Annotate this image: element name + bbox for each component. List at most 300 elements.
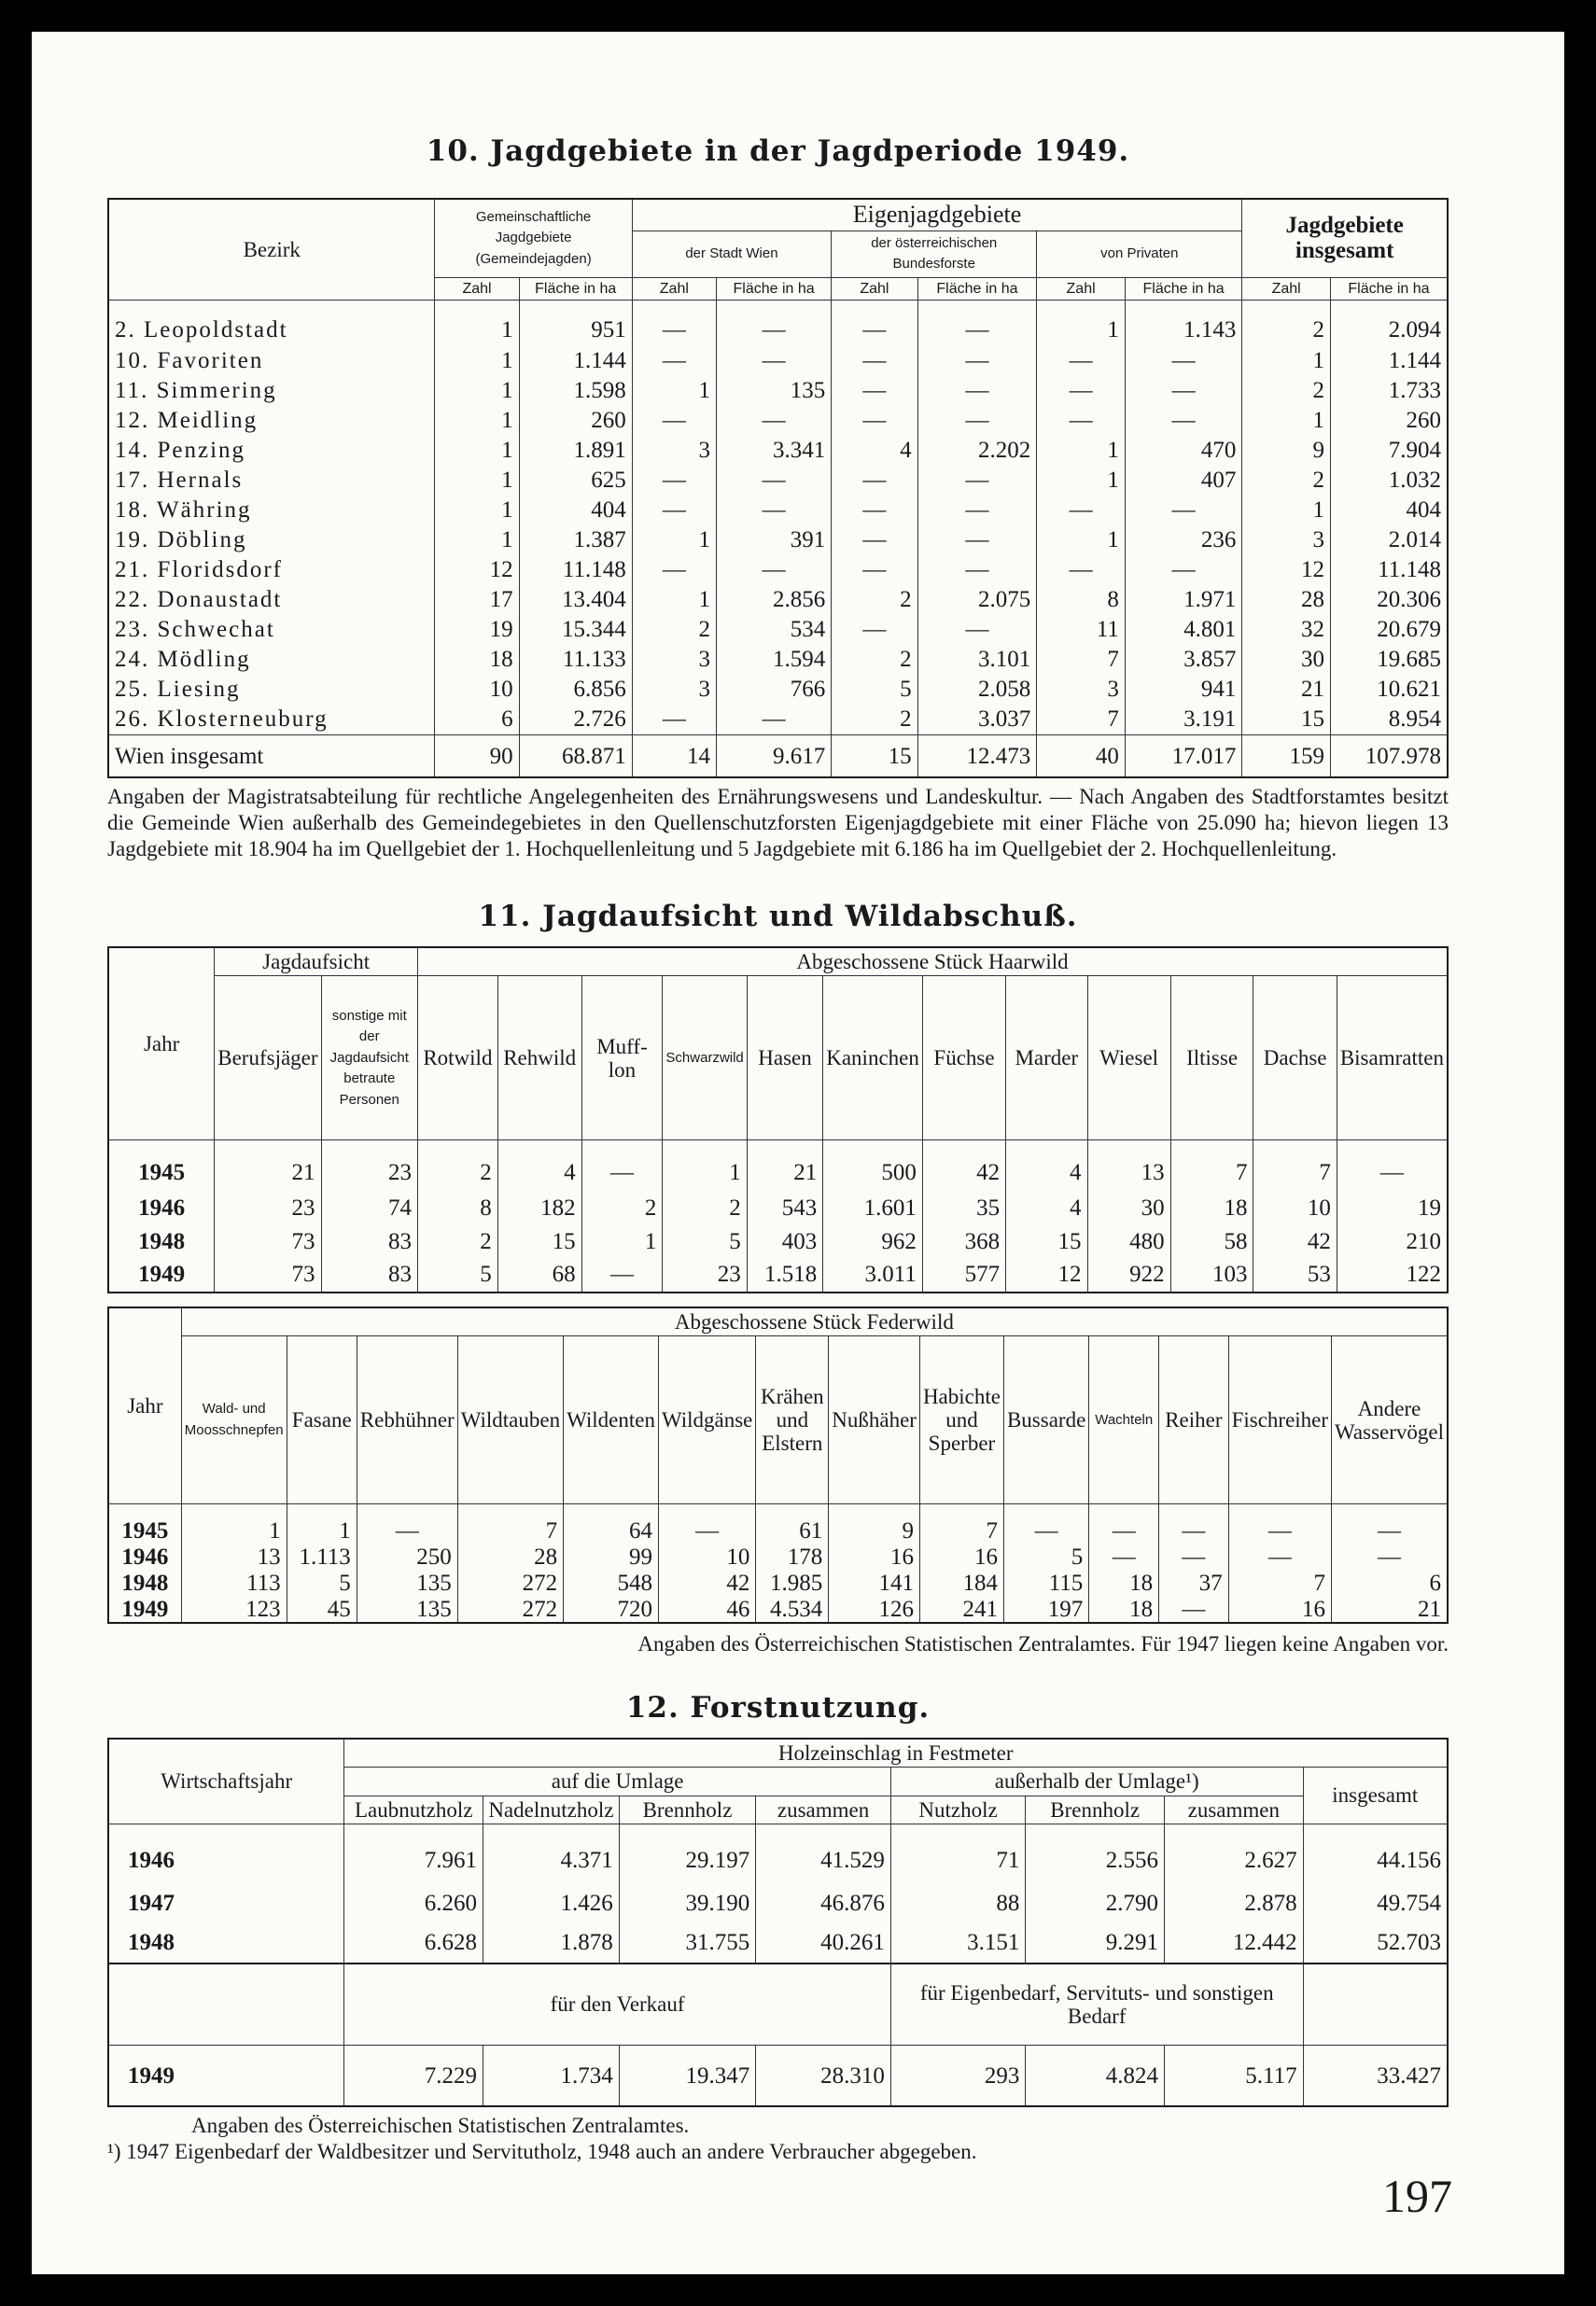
value-cell: 7 [1037,705,1126,735]
value-cell: 2.014 [1330,525,1448,555]
value-cell: 470 [1125,436,1241,466]
value-cell: 1 [181,1504,287,1544]
value-cell: 141 [829,1570,920,1596]
value-cell: 1 [1242,496,1331,525]
table-12-note-source: Angaben des Österreichischen Statistischen Zentralamtes. [191,2114,690,2137]
value-cell: — [1125,346,1241,376]
col-header-brennholz: Brennholz [619,1796,756,1824]
value-cell: — [632,496,716,525]
value-cell: — [1159,1504,1228,1544]
year-cell: 1949 [128,2063,175,2089]
table-row [108,675,1448,705]
col-header-jahr-b: Jahr [108,1307,181,1504]
table-row [108,1884,1448,1923]
table-row [108,615,1448,645]
value-cell: 4 [1006,1192,1087,1225]
value-cell: 19.347 [619,2045,756,2106]
value-cell: 3.151 [890,1923,1026,1964]
value-cell: — [917,376,1037,406]
value-cell: 2 [1242,300,1331,346]
table-10-note: Angaben der Magistratsabteilung für rechtliche Angelegenheiten des Ernährungswesens und Landeskultur. — Nach Angaben des Stadtforstamtes besitzt die Gemeinde Wien außerhalb des Gemeindegebietes in den Quellenschutzforsten Eigenjagdgebiete mit einer Fläche von 25.090 ha; hievon liegen 13 Jagdgebiete mit 18.904 ha im Quellgebiet der 1. Hochquellenleitung und 5 Jagdgebiete mit 6.186 ha im Quellgebiet der 2. Hochquellenleitung. [107,785,1449,860]
value-cell: 1 [1037,300,1126,346]
bezirk-cell: 10. Favoriten [115,348,264,374]
value-cell: — [917,496,1037,525]
total-row [108,734,1448,777]
value-cell: — [632,406,716,436]
value-cell: 15 [497,1224,581,1258]
value-cell: 52.703 [1303,1923,1448,1964]
value-cell: 7.961 [344,1824,483,1883]
document-page [32,32,1564,2274]
value-cell: 2.790 [1026,1884,1165,1923]
value-cell: 625 [519,466,632,496]
value-cell: — [832,300,917,346]
col-header-nutzholz: Nutzholz [890,1796,1026,1824]
value-cell: 1.733 [1330,376,1448,406]
value-cell: 21 [1332,1596,1448,1623]
value-cell: 74 [321,1192,417,1225]
value-cell: 2.075 [917,585,1037,615]
col-header-zahl: Zahl [1242,277,1331,300]
value-cell: 2 [418,1140,498,1192]
value-cell: 210 [1337,1224,1448,1258]
value-cell: 12.442 [1164,1923,1303,1964]
table-row [108,376,1448,406]
value-cell: 1 [435,300,519,346]
col-header-species: Rehwild [497,976,581,1140]
col-header-zusammen-2: zusammen [1164,1796,1303,1824]
page-number: 197 [1382,2170,1452,2222]
value-cell: 29.197 [619,1824,756,1883]
value-cell: — [632,346,716,376]
value-cell: 2 [418,1224,498,1258]
table-row [108,1192,1448,1225]
col-header-species: Wiesel [1087,976,1170,1140]
col-header-laubnutzholz: Laubnutzholz [344,1796,483,1824]
value-cell: 135 [716,376,831,406]
value-cell: — [357,1504,457,1544]
table-row [108,300,1448,346]
col-header-species: Bisamratten [1337,976,1448,1140]
value-cell: 6 [435,705,519,735]
col-header-insgesamt-12: insgesamt [1303,1768,1448,1824]
section-header-row [108,1964,1448,2045]
value-cell: — [832,615,917,645]
value-cell: 53 [1253,1258,1337,1293]
value-cell: — [832,496,917,525]
col-header-species: Hasen [747,976,822,1140]
col-header-nadelnutzholz: Nadelnutzholz [483,1796,620,1824]
value-cell: — [632,555,716,585]
value-cell: 4 [1006,1140,1087,1192]
value-cell: 391 [716,525,831,555]
value-cell: 9 [1242,436,1331,466]
value-cell: 4.534 [756,1596,829,1623]
col-header-haarwild: Abgeschossene Stück Haarwild [418,947,1449,976]
value-cell: 21 [215,1140,321,1192]
value-cell: 20.306 [1330,585,1448,615]
value-cell: — [632,466,716,496]
year-cell: 1948 [121,1570,169,1596]
table-row [108,1923,1448,1964]
value-cell: 197 [1003,1596,1088,1623]
value-cell: 577 [922,1258,1005,1293]
col-header-eigenbedarf: für Eigenbedarf, Servituts- und sonstigen Bedarf [890,1964,1303,2045]
col-header-species: Nußhäher [829,1336,920,1504]
value-cell: 1.734 [483,2045,620,2106]
value-cell: 123 [181,1596,287,1623]
value-cell: 5 [287,1570,357,1596]
value-cell: 1.891 [519,436,632,466]
blank-cell [1303,1964,1448,2045]
value-cell: 58 [1170,1224,1253,1258]
value-cell: 962 [823,1224,923,1258]
value-cell: 1 [581,1224,663,1258]
value-cell: 1 [632,585,716,615]
value-cell: 500 [823,1140,923,1192]
col-header-flaeche: Fläche in ha [1330,277,1448,300]
col-header-bundesforste: der österreichischen Bundesforste [832,231,1037,277]
value-cell: 3.101 [917,645,1037,675]
value-cell: 2.856 [716,585,831,615]
value-cell: 1 [435,496,519,525]
value-cell: 2 [632,615,716,645]
value-cell: — [832,346,917,376]
value-cell: 39.190 [619,1884,756,1923]
col-header-ausserhalb-umlage: außerhalb der Umlage¹) [890,1768,1303,1796]
value-cell: 1 [435,436,519,466]
value-cell: 7 [1170,1140,1253,1192]
value-cell: — [1125,376,1241,406]
value-cell: 3.037 [917,705,1037,735]
value-cell: 4.371 [483,1824,620,1883]
value-cell: 1 [287,1504,357,1544]
col-header-species: Bussarde [1003,1336,1088,1504]
value-cell: 11.133 [519,645,632,675]
value-cell: — [1125,555,1241,585]
value-cell: 115 [1003,1570,1088,1596]
value-cell: 88 [890,1884,1026,1923]
value-cell: 10 [435,675,519,705]
col-header-insgesamt: Jagdgebiete insgesamt [1242,199,1448,277]
value-cell: — [1159,1596,1228,1623]
year-cell: 1948 [138,1228,186,1254]
value-cell: — [1089,1544,1159,1571]
value-cell: 2.094 [1330,300,1448,346]
year-cell: 1946 [138,1195,186,1221]
value-cell: 2.556 [1026,1824,1165,1883]
value-cell: 28.310 [756,2045,891,2106]
value-cell: 126 [829,1596,920,1623]
value-cell: — [1125,406,1241,436]
value-cell: 1.387 [519,525,632,555]
value-cell: 32 [1242,615,1331,645]
col-header-species: Marder [1006,976,1087,1140]
value-cell: 35 [922,1192,1005,1225]
value-cell: 42 [658,1570,755,1596]
value-cell: 31.755 [619,1923,756,1964]
value-cell: — [716,555,831,585]
value-cell: 1.032 [1330,466,1448,496]
col-header-federwild: Abgeschossene Stück Federwild [181,1307,1448,1336]
value-cell: 3.341 [716,436,831,466]
value-cell: 113 [181,1570,287,1596]
value-cell: — [716,406,831,436]
value-cell: 1.518 [747,1258,822,1293]
table-row [108,496,1448,525]
value-cell: — [716,705,831,735]
value-cell: — [1037,346,1126,376]
value-cell: 33.427 [1303,2045,1448,2106]
col-header-species: Muff-lon [581,976,663,1140]
value-cell: 10.621 [1330,675,1448,705]
year-cell: 1946 [128,1848,175,1874]
value-cell: 480 [1087,1224,1170,1258]
table-row [108,1504,1448,1544]
value-cell: 2.726 [519,705,632,735]
value-cell: — [716,300,831,346]
value-cell: 19.685 [1330,645,1448,675]
value-cell: 3.191 [1125,705,1241,735]
value-cell: 12 [435,555,519,585]
value-cell: 20.679 [1330,615,1448,645]
value-cell: 21 [1242,675,1331,705]
col-header-brennholz-2: Brennholz [1026,1796,1165,1824]
col-header-species: Berufsjäger [215,976,321,1140]
table-12-footnote: ¹) 1947 Eigenbedarf der Waldbesitzer und Servitutholz, 1948 auch an andere Verbraucher abgegeben. [107,2140,977,2163]
value-cell: — [832,525,917,555]
col-header-jagdaufsicht: Jagdaufsicht [215,947,418,976]
value-cell: 1.971 [1125,585,1241,615]
value-cell: 941 [1125,675,1241,705]
col-header-species: Rebhühner [357,1336,457,1504]
value-cell: 407 [1125,466,1241,496]
value-cell: 2 [832,645,917,675]
value-cell: 30 [1087,1192,1170,1225]
value-cell: 18 [435,645,519,675]
value-cell: 11.148 [1330,555,1448,585]
value-cell: — [1332,1544,1448,1571]
value-cell: 41.529 [756,1824,891,1883]
value-cell: 15 [1006,1224,1087,1258]
total-cell: 40 [1037,734,1126,777]
table-10 [107,198,1449,778]
col-header-flaeche: Fläche in ha [1125,277,1241,300]
col-header-species: sonstige mit der Jagdaufsicht betraute Personen [321,976,417,1140]
value-cell: — [716,346,831,376]
value-cell: 6.260 [344,1884,483,1923]
value-cell: 2 [832,705,917,735]
year-cell: 1946 [121,1544,169,1570]
value-cell: — [917,346,1037,376]
value-cell: 2 [1242,466,1331,496]
col-header-jahr: Jahr [108,947,215,1140]
value-cell: 543 [747,1192,822,1225]
value-cell: 5 [418,1258,498,1293]
total-cell: 159 [1242,734,1331,777]
col-header-bezirk: Bezirk [108,199,435,300]
value-cell: — [716,496,831,525]
value-cell: 135 [357,1570,457,1596]
value-cell: 250 [357,1544,457,1571]
value-cell: 272 [457,1596,563,1623]
col-header-gemeinschaftliche: Gemeinschaftliche Jagdgebiete (Gemeindejagden) [435,199,632,277]
table-row [108,1544,1448,1571]
value-cell: 68 [497,1258,581,1293]
bezirk-cell: 12. Meidling [115,408,259,434]
value-cell: 42 [922,1140,1005,1192]
col-header-zahl: Zahl [632,277,716,300]
table-row [108,1570,1448,1596]
value-cell: 5 [663,1224,747,1258]
value-cell: 9 [829,1504,920,1544]
value-cell: 7 [919,1504,1003,1544]
value-cell: 10 [658,1544,755,1571]
col-header-zahl: Zahl [832,277,917,300]
value-cell: 2 [581,1192,663,1225]
value-cell: 5 [832,675,917,705]
value-cell: 18 [1089,1596,1159,1623]
value-cell: — [658,1504,755,1544]
value-cell: 922 [1087,1258,1170,1293]
value-cell: 1 [435,406,519,436]
value-cell: — [917,525,1037,555]
value-cell: 2.878 [1164,1884,1303,1923]
bezirk-cell: 2. Leopoldstadt [115,317,288,343]
value-cell: 404 [519,496,632,525]
value-cell: 49.754 [1303,1884,1448,1923]
col-header-species: Reiher [1159,1336,1228,1504]
bezirk-cell: 18. Währing [115,497,252,524]
col-header-species: Kaninchen [823,976,923,1140]
value-cell: 8 [1037,585,1126,615]
value-cell: 2 [1242,376,1331,406]
col-header-species: Iltisse [1170,976,1253,1140]
value-cell: 83 [321,1224,417,1258]
value-cell: 1 [1242,406,1331,436]
value-cell: — [1037,406,1126,436]
value-cell: 30 [1242,645,1331,675]
year-cell: 1945 [121,1517,169,1544]
value-cell: 73 [215,1224,321,1258]
value-cell: 3.011 [823,1258,923,1293]
value-cell: 8 [418,1192,498,1225]
value-cell: 15.344 [519,615,632,645]
value-cell: 16 [1228,1596,1331,1623]
value-cell: 44.156 [1303,1824,1448,1883]
value-cell: 1 [632,376,716,406]
table-row [108,1824,1448,1883]
bezirk-cell: 24. Mödling [115,647,251,673]
value-cell: — [581,1140,663,1192]
table-row [108,1596,1448,1623]
value-cell: — [1003,1504,1088,1544]
value-cell: 293 [890,2045,1026,2106]
col-header-zahl: Zahl [1037,277,1126,300]
value-cell: 73 [215,1258,321,1293]
table-12 [107,1738,1449,2107]
total-cell: 15 [832,734,917,777]
value-cell: 1.598 [519,376,632,406]
value-cell: 13.404 [519,585,632,615]
value-cell: 1 [1242,346,1331,376]
value-cell: 1 [435,346,519,376]
bezirk-cell: 22. Donaustadt [115,587,283,613]
bezirk-cell: 17. Hernals [115,468,244,494]
value-cell: 951 [519,300,632,346]
value-cell: — [832,376,917,406]
value-cell: 1 [435,466,519,496]
col-header-species: Wald- und Moosschnepfen [181,1336,287,1504]
total-cell: 90 [435,734,519,777]
value-cell: 1.985 [756,1570,829,1596]
value-cell: 260 [519,406,632,436]
col-header-flaeche: Fläche in ha [917,277,1037,300]
bezirk-cell: 25. Liesing [115,677,241,703]
value-cell: 236 [1125,525,1241,555]
value-cell: 8.954 [1330,705,1448,735]
value-cell: — [632,300,716,346]
value-cell: 28 [457,1544,563,1571]
value-cell: 45 [287,1596,357,1623]
bezirk-cell: 14. Penzing [115,438,246,464]
col-header-species: Fischreiher [1228,1336,1331,1504]
total-label: Wien insgesamt [108,734,435,777]
value-cell: 3 [632,645,716,675]
value-cell: 3 [1242,525,1331,555]
table-11-title: 11. Jagdaufsicht und Wildabschuß. [478,900,1078,933]
value-cell: 4.824 [1026,2045,1165,2106]
value-cell: 548 [564,1570,659,1596]
year-cell: 1945 [138,1159,186,1185]
value-cell: 61 [756,1504,829,1544]
value-cell: 1.594 [716,645,831,675]
col-header-species: Krähen und Elstern [756,1336,829,1504]
value-cell: 13 [1087,1140,1170,1192]
bezirk-cell: 19. Döbling [115,527,247,553]
value-cell: 178 [756,1544,829,1571]
value-cell: 1 [435,525,519,555]
col-header-holzeinschlag: Holzeinschlag in Festmeter [344,1739,1448,1768]
value-cell: — [632,705,716,735]
value-cell: 3 [632,675,716,705]
value-cell: 7 [1253,1140,1337,1192]
value-cell: 1.144 [1330,346,1448,376]
value-cell: 720 [564,1596,659,1623]
value-cell: 122 [1337,1258,1448,1293]
col-header-flaeche: Fläche in ha [716,277,831,300]
table-row [108,1140,1448,1192]
table-12-title: 12. Forstnutzung. [625,1691,931,1725]
table-11-federwild [107,1307,1449,1624]
value-cell: 1 [1037,466,1126,496]
value-cell: 19 [1337,1192,1448,1225]
value-cell: — [917,615,1037,645]
total-cell: 107.978 [1330,734,1448,777]
value-cell: 6 [1332,1570,1448,1596]
value-cell: 46.876 [756,1884,891,1923]
value-cell: 1.426 [483,1884,620,1923]
value-cell: 16 [829,1544,920,1571]
table-row [108,406,1448,436]
value-cell: — [917,466,1037,496]
value-cell: 1 [632,525,716,555]
value-cell: 12 [1006,1258,1087,1293]
col-header-species: Andere Wasservögel [1332,1336,1448,1504]
value-cell: 4 [497,1140,581,1192]
table-10-title: 10. Jagdgebiete in der Jagdperiode 1949. [426,134,1130,168]
value-cell: 99 [564,1544,659,1571]
